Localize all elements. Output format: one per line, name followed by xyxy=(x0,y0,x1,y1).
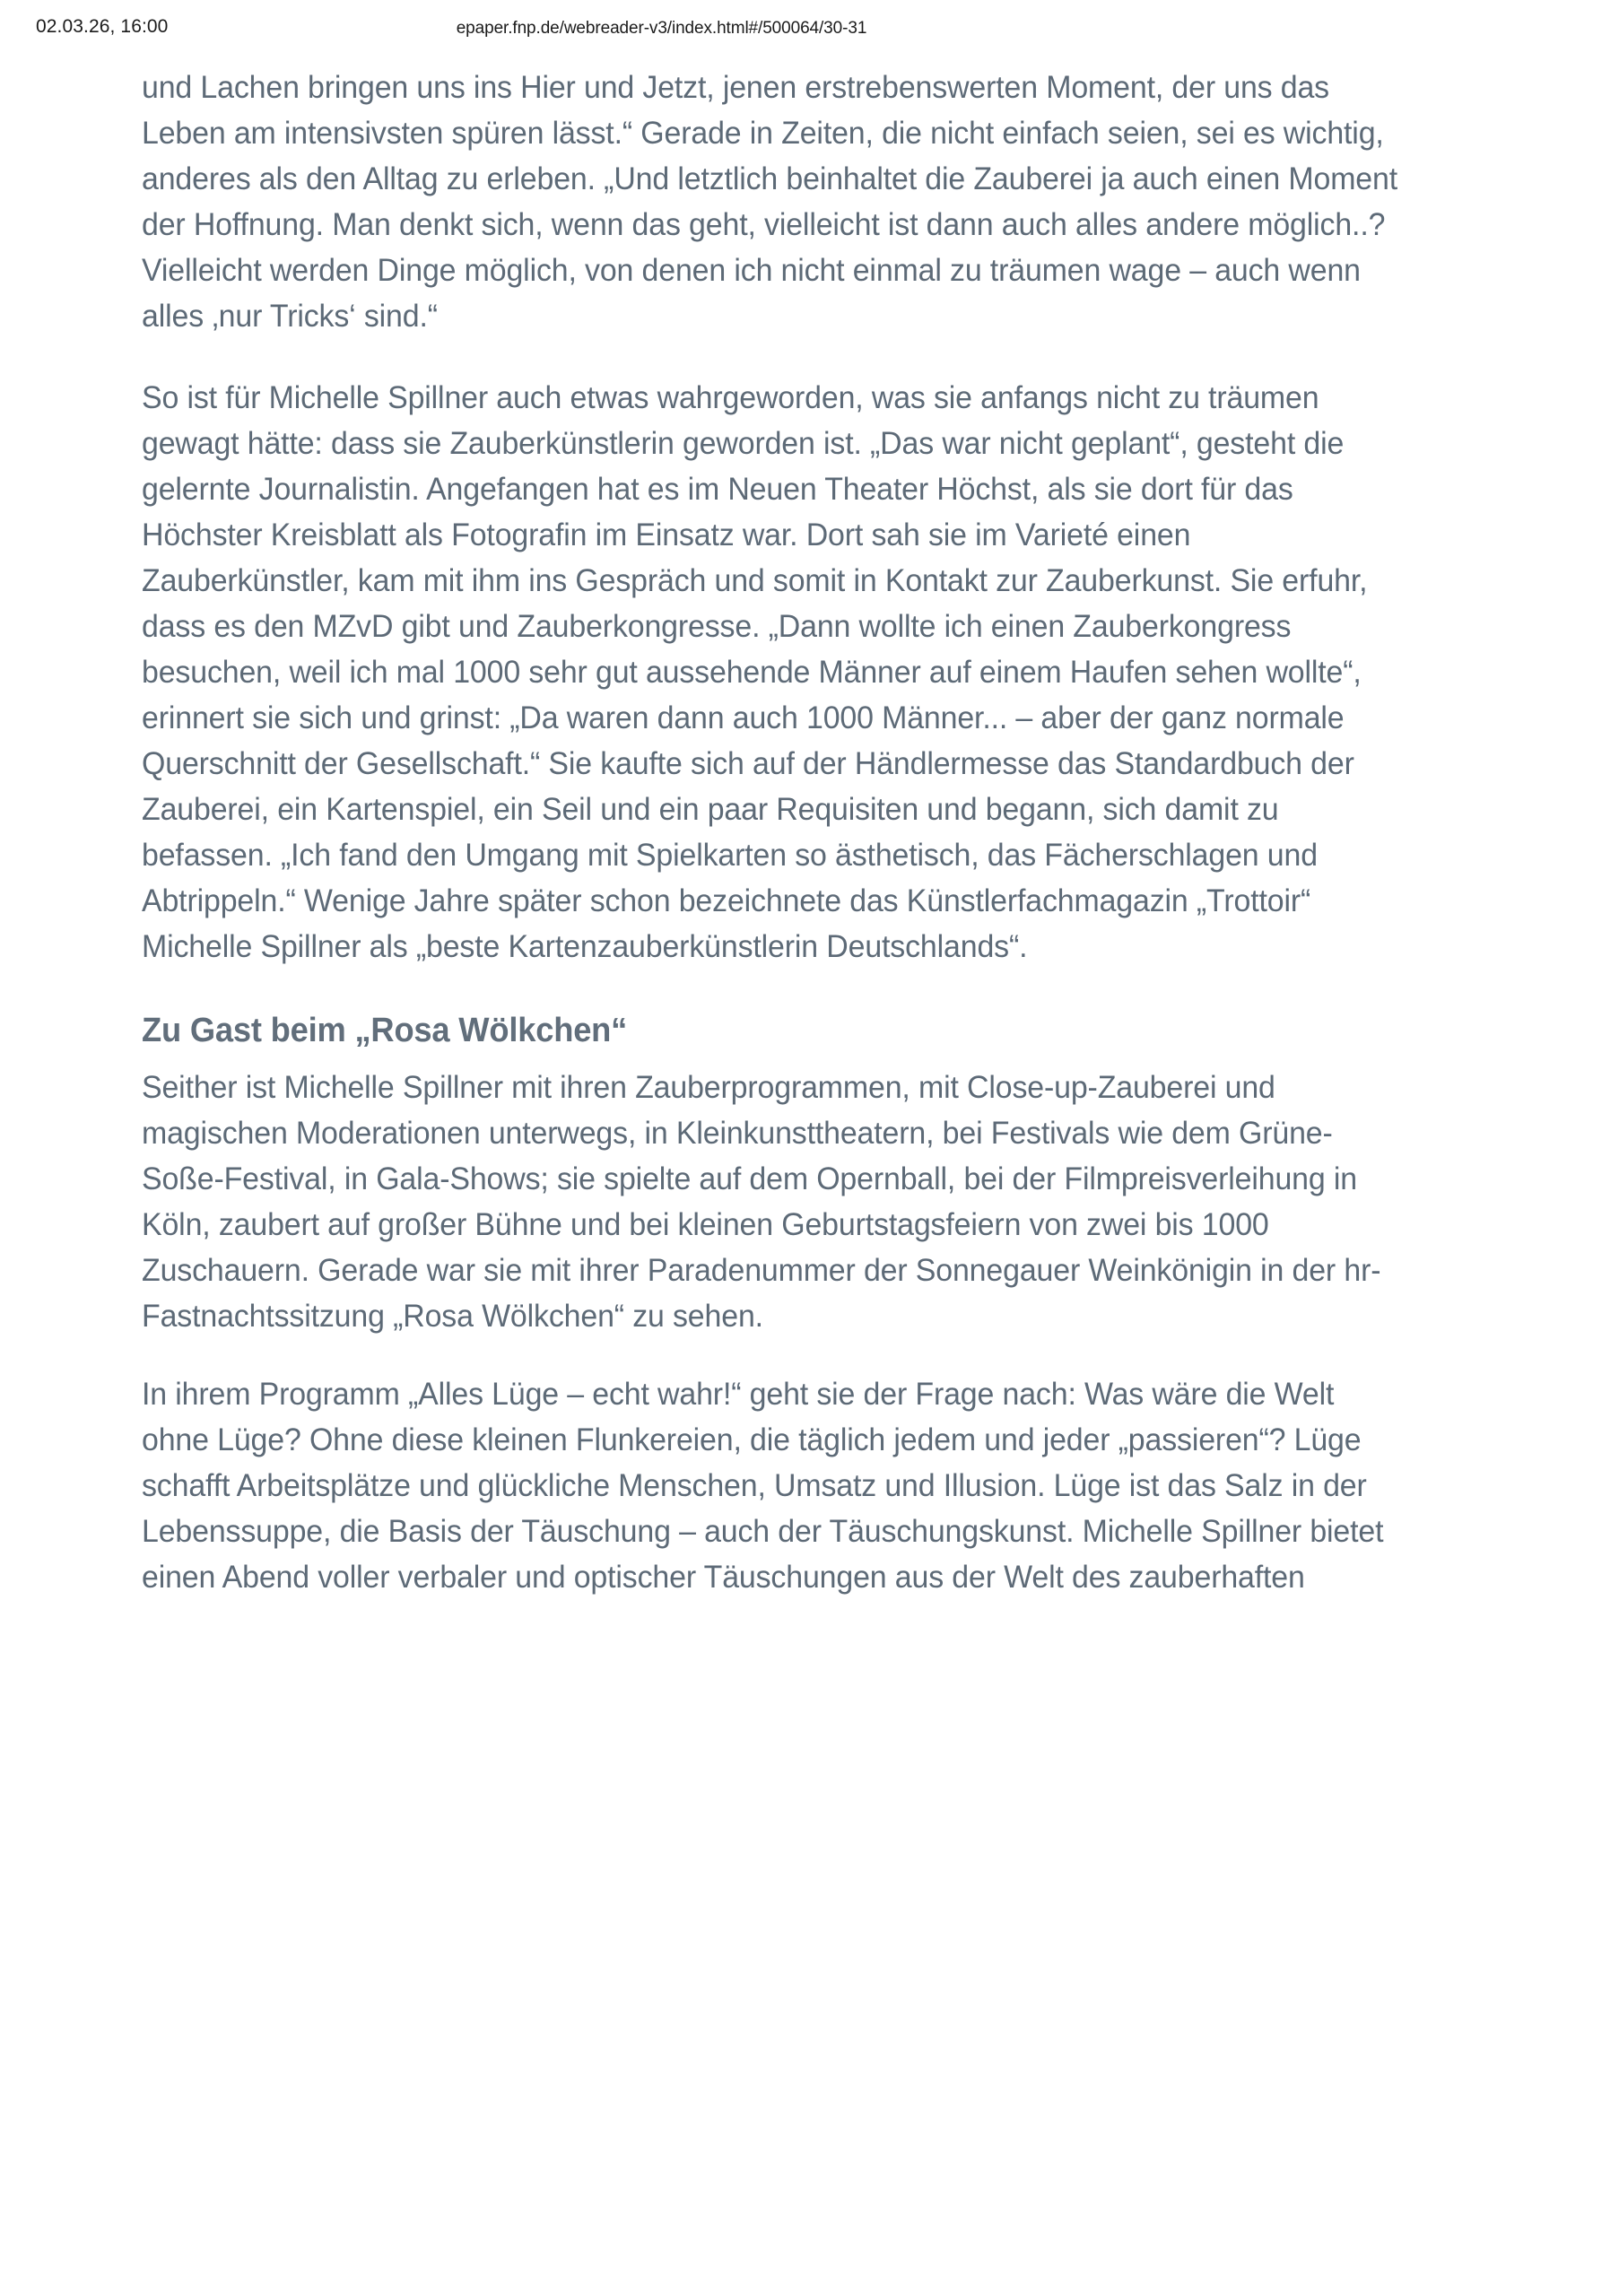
article-subheading-rosa-woelkchen: Zu Gast beim „Rosa Wölkchen“ xyxy=(142,1012,628,1049)
article-paragraph-1: und Lachen bringen uns ins Hier und Jetzt, jenen erstrebenswerten Moment, der uns das Leben am intensivsten spüren lässt.“ Gerade in Zeiten, die nicht einfach seien, sei es wichtig, anderes als den Alltag zu erleben. „Und letztlich beinhaltet die Zauberei ja auch einen Moment der Hoffnung. Man denkt sich, wenn das geht, vielleicht ist dann auch alles andere möglich..? Vielleicht werden Dinge möglich, von denen ich nicht einmal zu träumen wage – auch wenn alles ‚nur Tricks‘ sind.“ xyxy=(142,69,1398,334)
article-body xyxy=(142,65,1460,1636)
article-paragraph-2: So ist für Michelle Spillner auch etwas wahrgeworden, was sie anfangs nicht zu träumen gewagt hätte: dass sie Zauberkünstlerin geworden ist. „Das war nicht geplant“, gesteht die gelernte Journalistin. Angefangen hat es im Neuen Theater Höchst, als sie dort für das Höchster Kreisblatt als Fotografin im Einsatz war. Dort sah sie im Varieté einen Zauberkünstler, kam mit ihm ins Gespräch und somit in Kontakt zur Zauberkunst. Sie erfuhr, dass es den MZvD gibt und Zauberkongresse. „Dann wollte ich einen Zauberkongress besuchen, weil ich mal 1000 sehr gut aussehende Männer auf einem Haufen sehen wollte“, erinnert sie sich und grinst: „Da waren dann auch 1000 Männer... – aber der ganz normale Querschnitt der Gesellschaft.“ Sie kaufte sich auf der Händlermesse das Standardbuch der Zauberei, ein Kartenspiel, ein Seil und ein paar Requisiten und begann, sich damit zu befassen. „Ich fand den Umgang mit Spielkarten so ästhetisch, das Fächerschlagen und Abtrippeln.“ Wenige Jahre später schon bezeichnete das Künstlerfachmagazin „Trottoir“ Michelle Spillner als „beste Kartenzauberkünstlerin Deutschlands“. xyxy=(142,379,1368,964)
print-header xyxy=(0,16,1619,43)
article-paragraph-3: Seither ist Michelle Spillner mit ihren Zauberprogrammen, mit Close-up-Zauberei und magischen Moderationen unterwegs, in Kleinkunsttheatern, bei Festivals wie dem Grüne-Soße-Festival, in Gala-Shows; sie spielte auf dem Opernball, bei der Filmpreisverleihung in Köln, zaubert auf großer Bühne und bei kleinen Geburtstagsfeiern von zwei bis 1000 Zuschauern. Gerade war sie mit ihrer Paradenummer der Sonnegauer Weinkönigin in der hr-Fastnachtssitzung „Rosa Wölkchen“ zu sehen. xyxy=(142,1069,1381,1334)
article-paragraph-4: In ihrem Programm „Alles Lüge – echt wahr!“ geht sie der Frage nach: Was wäre die Welt ohne Lüge? Ohne diese kleinen Flunkereien, die täglich jedem und jeder „passieren“? Lüge schafft Arbeitsplätze und glückliche Menschen, Umsatz und Illusion. Lüge ist das Salz in der Lebenssuppe, die Basis der Täuschung – auch der Täuschungskunst. Michelle Spillner bietet einen Abend voller verbaler und optischer Täuschungen aus der Welt des zauberhaften xyxy=(142,1376,1384,1595)
print-date-time: 02.03.26, 16:00 xyxy=(36,16,169,37)
print-source-url: epaper.fnp.de/webreader-v3/index.html#/500064/30-31 xyxy=(456,19,867,38)
